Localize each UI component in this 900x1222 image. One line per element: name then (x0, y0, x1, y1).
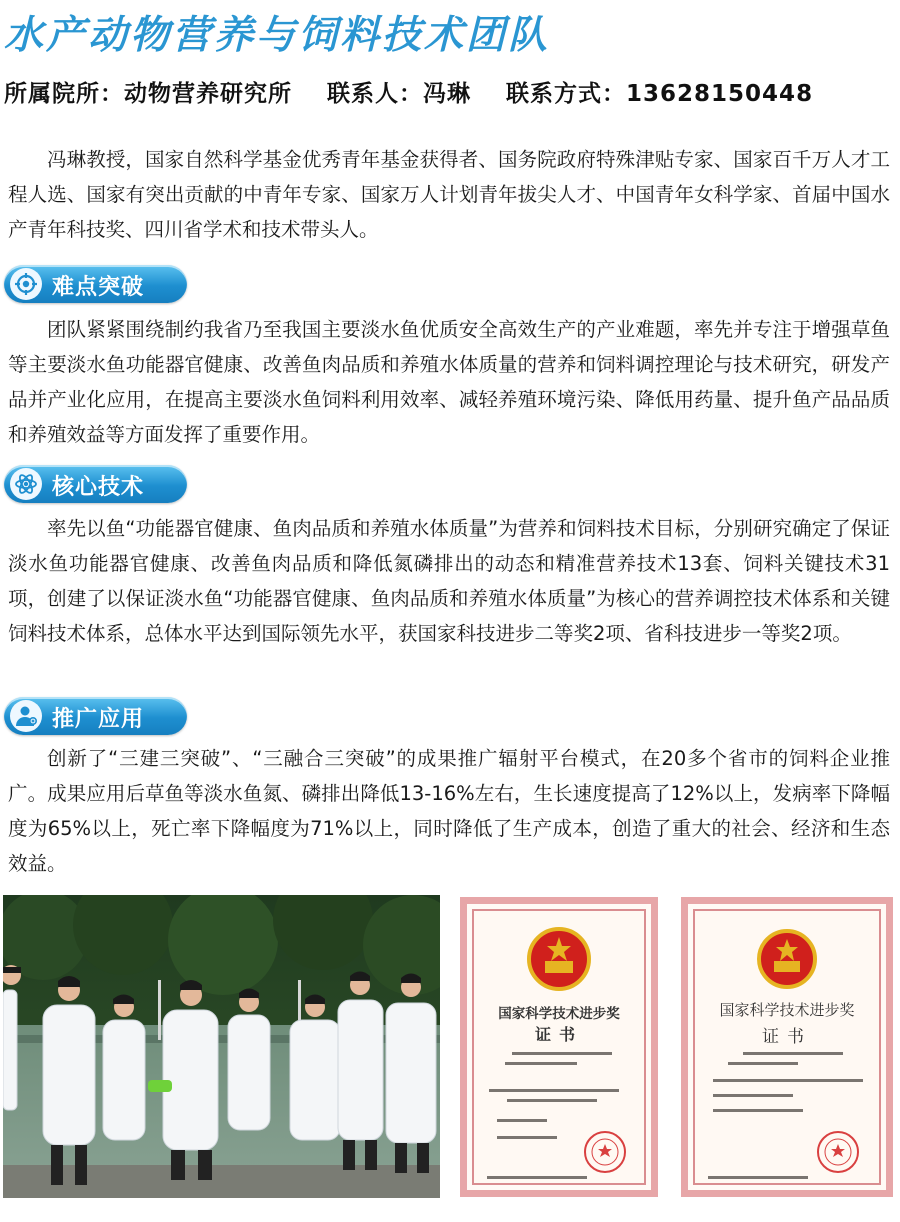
award-certificate-1 (460, 897, 658, 1197)
affiliation-text: 所属院所：动物营养研究所 (4, 81, 292, 107)
contact-person-text: 联系人：冯琳 (327, 81, 472, 107)
section-label: 难点突破 (52, 275, 145, 300)
promotion-paragraph: 创新了“三建三突破”、“三融合三突破”的成果推广辐射平台模式，在20多个省市的饲料企业推广。成果应用后草鱼等淡水鱼氮、磷排出降低13-16%左右，生长速度提高了12%以上，发病率下降幅度为65%以上，死亡率下降幅度为71%以上，同时降低了生产成本，创造了重大的社会、经济和生态效益。 (8, 747, 890, 875)
team-photo (3, 895, 440, 1198)
certificate-title: 国家科学技术进步奖 (719, 1001, 855, 1019)
breakthrough-paragraph: 团队紧紧围绕制约我省乃至我国主要淡水鱼优质安全高效生产的产业难题，率先并专注于增强草鱼等主要淡水鱼功能器官健康、改善鱼肉品质和养殖水体质量的营养和饲料调控理论与技术研究，研发产品并产业化应用，在提高主要淡水鱼饲料利用效率、减轻养殖环境污染、降低用药量、提升鱼产品品质和养殖效益等方面发挥了重要作用。 (8, 318, 890, 446)
contact-info (4, 75, 813, 108)
national-emblem-icon (529, 929, 589, 989)
section-label: 推广应用 (52, 707, 145, 732)
certificate-subtitle: 证书 (534, 1025, 583, 1044)
target-icon (10, 268, 42, 300)
page-title: 水产动物营养与饲料技术团队 (4, 13, 551, 58)
section-label: 核心技术 (52, 475, 145, 500)
user-icon (10, 700, 42, 732)
certificate-title: 国家科学技术进步奖 (498, 1006, 620, 1022)
core-tech-paragraph: 率先以鱼“功能器官健康、鱼肉品质和养殖水体质量”为营养和饲料技术目标，分别研究确定了保证淡水鱼功能器官健康、改善鱼肉品质和降低氮磷排出的动态和精准营养技术13套、饲料关键技术31项，创建了以保证淡水鱼“功能器官健康、鱼肉品质和养殖水体质量”为核心的营养调控技术体系和关键饲料技术体系，总体水平达到国际领先水平，获国家科技进步二等奖2项、省科技进步一等奖2项。 (8, 517, 890, 645)
phone-text: 联系方式：13628150448 (506, 81, 814, 107)
certificate-subtitle: 证书 (762, 1027, 812, 1047)
section-badge-core-tech (4, 465, 187, 503)
section-badge-promotion (4, 697, 187, 735)
national-emblem-icon (759, 931, 815, 987)
section-badge-breakthrough (4, 265, 187, 303)
intro-paragraph: 冯琳教授，国家自然科学基金优秀青年基金获得者、国务院政府特殊津贴专家、国家百千万人才工程人选、国家有突出贡献的中青年专家、国家万人计划青年拔尖人才、中国青年女科学家、首届中国水产青年科技奖、四川省学术和技术带头人。 (8, 148, 890, 241)
award-certificate-2 (681, 897, 893, 1197)
atom-icon (10, 468, 42, 500)
